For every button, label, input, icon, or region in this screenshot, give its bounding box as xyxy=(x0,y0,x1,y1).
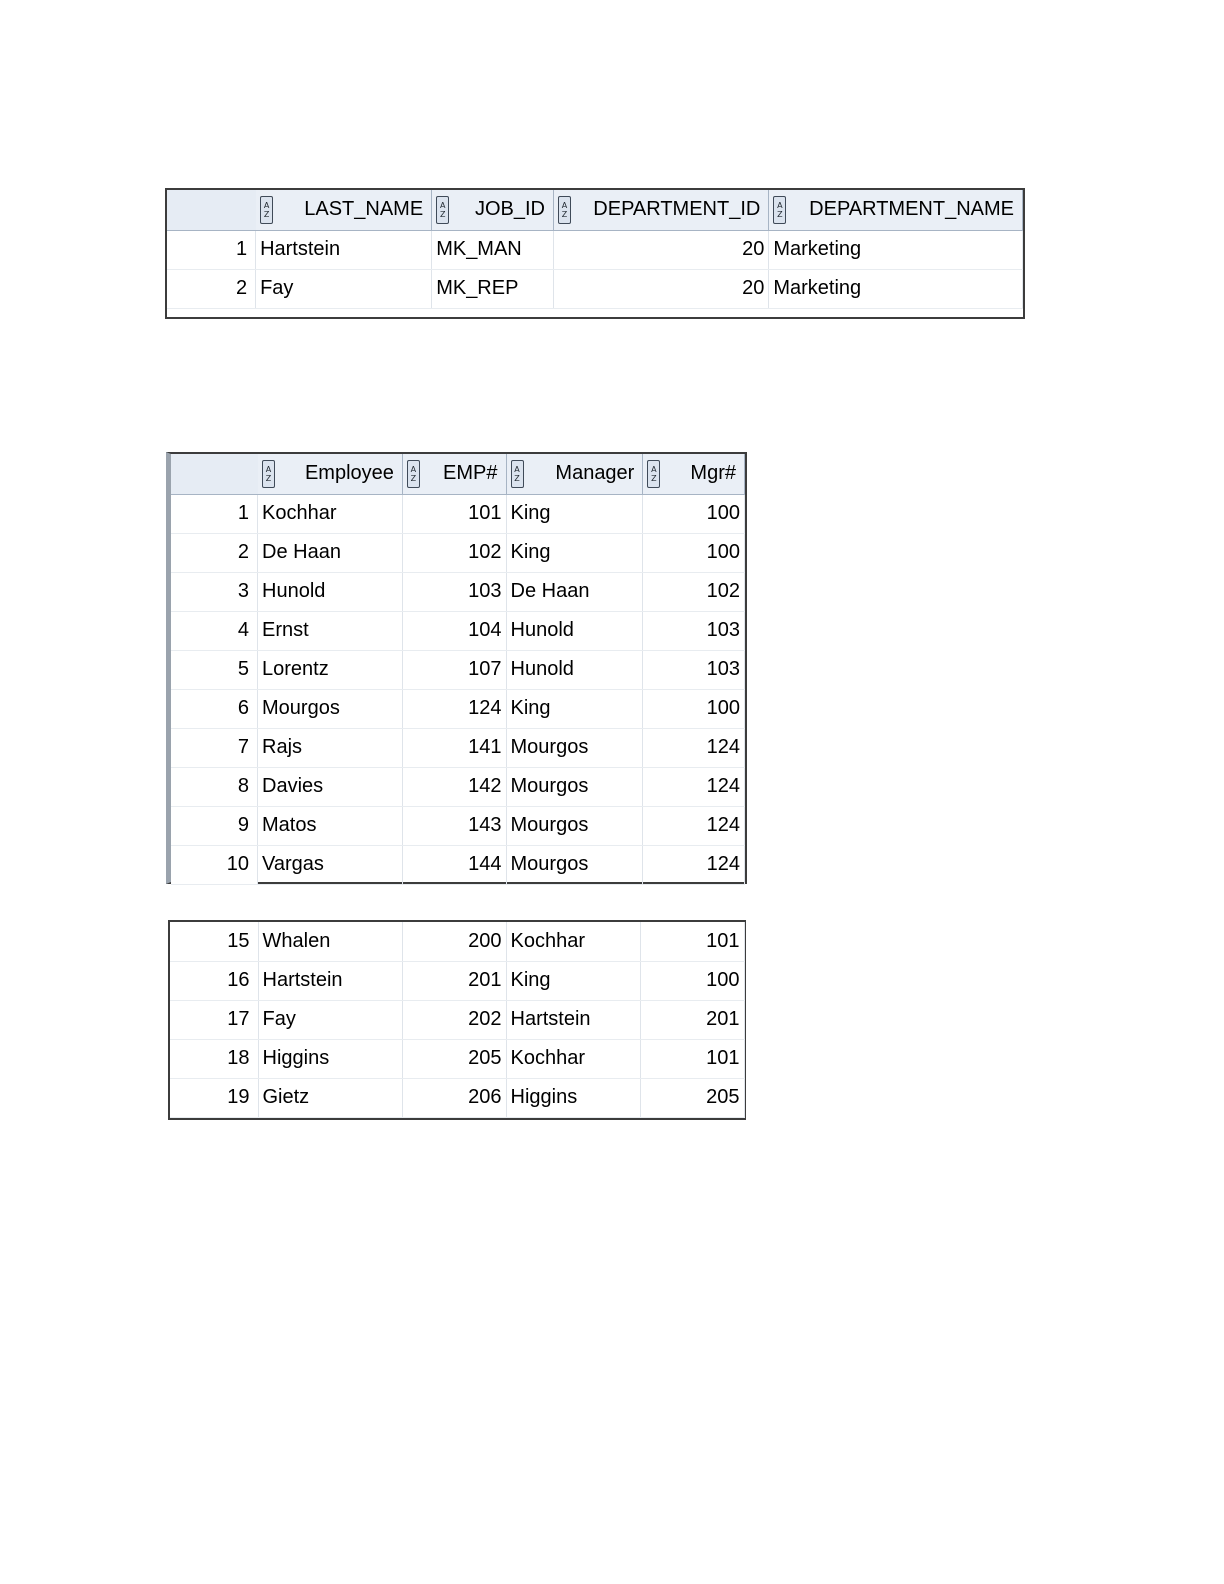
cell-emp-number[interactable]: 124 xyxy=(402,689,506,728)
cell-employee[interactable]: Fay xyxy=(258,1000,402,1039)
row-number: 8 xyxy=(171,767,258,806)
az-sort-icon[interactable]: A Z xyxy=(558,196,571,224)
cell-employee[interactable]: Vargas xyxy=(258,845,403,884)
column-header-job-id[interactable]: A Z JOB_ID xyxy=(432,190,554,230)
az-sort-icon[interactable]: A Z xyxy=(407,460,420,488)
cell-mgr-number[interactable]: 100 xyxy=(643,494,745,533)
cell-mgr-number[interactable]: 124 xyxy=(643,728,745,767)
cell-employee[interactable]: Kochhar xyxy=(258,494,403,533)
column-header-emp-number[interactable]: A Z EMP# xyxy=(402,454,506,494)
cell-manager[interactable]: Mourgos xyxy=(506,806,643,845)
table-row[interactable] xyxy=(170,1000,744,1039)
cell-department-name[interactable]: Marketing xyxy=(769,269,1023,308)
table-row[interactable] xyxy=(167,230,1023,269)
row-number: 17 xyxy=(170,1000,258,1039)
row-number: 9 xyxy=(171,806,258,845)
table-row[interactable] xyxy=(171,611,745,650)
cell-emp-number[interactable]: 142 xyxy=(402,767,506,806)
cell-emp-number[interactable]: 104 xyxy=(402,611,506,650)
cell-manager[interactable]: Hunold xyxy=(506,650,643,689)
cell-mgr-number[interactable]: 101 xyxy=(640,1039,744,1078)
department-result-table xyxy=(167,190,1023,309)
column-header-department-id[interactable]: A Z DEPARTMENT_ID xyxy=(553,190,768,230)
row-number: 2 xyxy=(171,533,258,572)
row-number: 16 xyxy=(170,961,258,1000)
az-sort-icon[interactable]: A Z xyxy=(260,196,273,224)
department-query-result-grid xyxy=(165,188,1025,319)
employee-manager-continuation-table xyxy=(170,922,745,1118)
table-row[interactable] xyxy=(170,961,744,1000)
row-number: 15 xyxy=(170,922,258,961)
az-sort-icon[interactable]: A Z xyxy=(773,196,786,224)
cell-last-name[interactable]: Hartstein xyxy=(256,230,432,269)
table-row[interactable] xyxy=(171,689,745,728)
cell-job-id[interactable]: MK_MAN xyxy=(432,230,554,269)
column-header-last-name[interactable]: A Z LAST_NAME xyxy=(256,190,432,230)
table-row[interactable] xyxy=(171,572,745,611)
cell-emp-number[interactable]: 202 xyxy=(402,1000,506,1039)
cell-manager[interactable]: Kochhar xyxy=(506,922,640,961)
cell-manager[interactable]: King xyxy=(506,494,643,533)
row-number-header xyxy=(171,454,258,494)
cell-manager[interactable]: King xyxy=(506,689,643,728)
cell-department-id[interactable]: 20 xyxy=(553,269,768,308)
cell-mgr-number[interactable]: 103 xyxy=(643,650,745,689)
cell-mgr-number[interactable]: 201 xyxy=(640,1000,744,1039)
cell-mgr-number[interactable]: 124 xyxy=(643,806,745,845)
column-header-department-name[interactable]: A Z DEPARTMENT_NAME xyxy=(769,190,1023,230)
row-number: 1 xyxy=(167,230,256,269)
table-row[interactable] xyxy=(171,494,745,533)
cell-employee[interactable]: Hunold xyxy=(258,572,403,611)
cell-manager[interactable]: Hunold xyxy=(506,611,643,650)
cell-employee[interactable]: De Haan xyxy=(258,533,403,572)
cell-emp-number[interactable]: 205 xyxy=(402,1039,506,1078)
cell-mgr-number[interactable]: 100 xyxy=(643,689,745,728)
employee-manager-table xyxy=(171,454,745,885)
cell-department-name[interactable]: Marketing xyxy=(769,230,1023,269)
cell-manager[interactable]: Mourgos xyxy=(506,767,643,806)
cell-emp-number[interactable]: 201 xyxy=(402,961,506,1000)
row-number: 19 xyxy=(170,1078,258,1117)
table-row[interactable] xyxy=(170,922,744,961)
cell-emp-number[interactable]: 141 xyxy=(402,728,506,767)
cell-department-id[interactable]: 20 xyxy=(553,230,768,269)
cell-manager[interactable]: King xyxy=(506,533,643,572)
az-sort-icon[interactable]: A Z xyxy=(511,460,524,488)
cell-employee[interactable]: Whalen xyxy=(258,922,402,961)
cell-mgr-number[interactable]: 102 xyxy=(643,572,745,611)
cell-manager[interactable]: King xyxy=(506,961,640,1000)
cell-last-name[interactable]: Fay xyxy=(256,269,432,308)
cell-manager[interactable]: Kochhar xyxy=(506,1039,640,1078)
table-row[interactable] xyxy=(170,1078,744,1117)
cell-employee[interactable]: Ernst xyxy=(258,611,403,650)
table-row[interactable] xyxy=(171,728,745,767)
column-header-manager[interactable]: A Z Manager xyxy=(506,454,643,494)
cell-mgr-number[interactable]: 100 xyxy=(643,533,745,572)
cell-mgr-number[interactable]: 124 xyxy=(643,845,745,884)
header-row xyxy=(167,190,1023,230)
table-row[interactable] xyxy=(171,845,745,884)
cell-emp-number[interactable]: 102 xyxy=(402,533,506,572)
az-sort-icon[interactable]: A Z xyxy=(436,196,449,224)
cell-manager[interactable]: Mourgos xyxy=(506,728,643,767)
header-row xyxy=(171,454,745,494)
cell-manager[interactable]: De Haan xyxy=(506,572,643,611)
cell-emp-number[interactable]: 103 xyxy=(402,572,506,611)
az-sort-icon[interactable]: A Z xyxy=(262,460,275,488)
cell-employee[interactable]: Davies xyxy=(258,767,403,806)
employee-manager-continuation-grid xyxy=(168,920,746,1120)
cell-employee[interactable]: Hartstein xyxy=(258,961,402,1000)
cell-emp-number[interactable]: 107 xyxy=(402,650,506,689)
cell-employee[interactable]: Mourgos xyxy=(258,689,403,728)
table-row[interactable] xyxy=(171,650,745,689)
cell-manager[interactable]: Higgins xyxy=(506,1078,640,1117)
cell-job-id[interactable]: MK_REP xyxy=(432,269,554,308)
cell-employee[interactable]: Rajs xyxy=(258,728,403,767)
table-row[interactable] xyxy=(171,767,745,806)
row-number: 3 xyxy=(171,572,258,611)
row-number-header xyxy=(167,190,256,230)
cell-mgr-number[interactable]: 100 xyxy=(640,961,744,1000)
cell-mgr-number[interactable]: 205 xyxy=(640,1078,744,1117)
row-number: 4 xyxy=(171,611,258,650)
row-number: 6 xyxy=(171,689,258,728)
cell-mgr-number[interactable]: 124 xyxy=(643,767,745,806)
cell-employee[interactable]: Lorentz xyxy=(258,650,403,689)
cell-emp-number[interactable]: 101 xyxy=(402,494,506,533)
cell-emp-number[interactable]: 144 xyxy=(402,845,506,884)
cell-manager[interactable]: Mourgos xyxy=(506,845,643,884)
row-number: 2 xyxy=(167,269,256,308)
cell-mgr-number[interactable]: 101 xyxy=(640,922,744,961)
column-header-mgr-number[interactable]: A Z Mgr# xyxy=(643,454,745,494)
cell-emp-number[interactable]: 200 xyxy=(402,922,506,961)
row-number: 10 xyxy=(171,845,258,884)
cell-employee[interactable]: Gietz xyxy=(258,1078,402,1117)
row-number: 5 xyxy=(171,650,258,689)
cell-emp-number[interactable]: 143 xyxy=(402,806,506,845)
table-row[interactable] xyxy=(170,1039,744,1078)
row-number: 1 xyxy=(171,494,258,533)
row-number: 7 xyxy=(171,728,258,767)
table-row[interactable] xyxy=(167,269,1023,308)
table-row[interactable] xyxy=(171,806,745,845)
row-number: 18 xyxy=(170,1039,258,1078)
cell-emp-number[interactable]: 206 xyxy=(402,1078,506,1117)
column-header-employee[interactable]: A Z Employee xyxy=(258,454,403,494)
cell-employee[interactable]: Higgins xyxy=(258,1039,402,1078)
cell-employee[interactable]: Matos xyxy=(258,806,403,845)
table-row[interactable] xyxy=(171,533,745,572)
employee-manager-result-grid xyxy=(166,452,747,884)
az-sort-icon[interactable]: A Z xyxy=(647,460,660,488)
cell-mgr-number[interactable]: 103 xyxy=(643,611,745,650)
cell-manager[interactable]: Hartstein xyxy=(506,1000,640,1039)
